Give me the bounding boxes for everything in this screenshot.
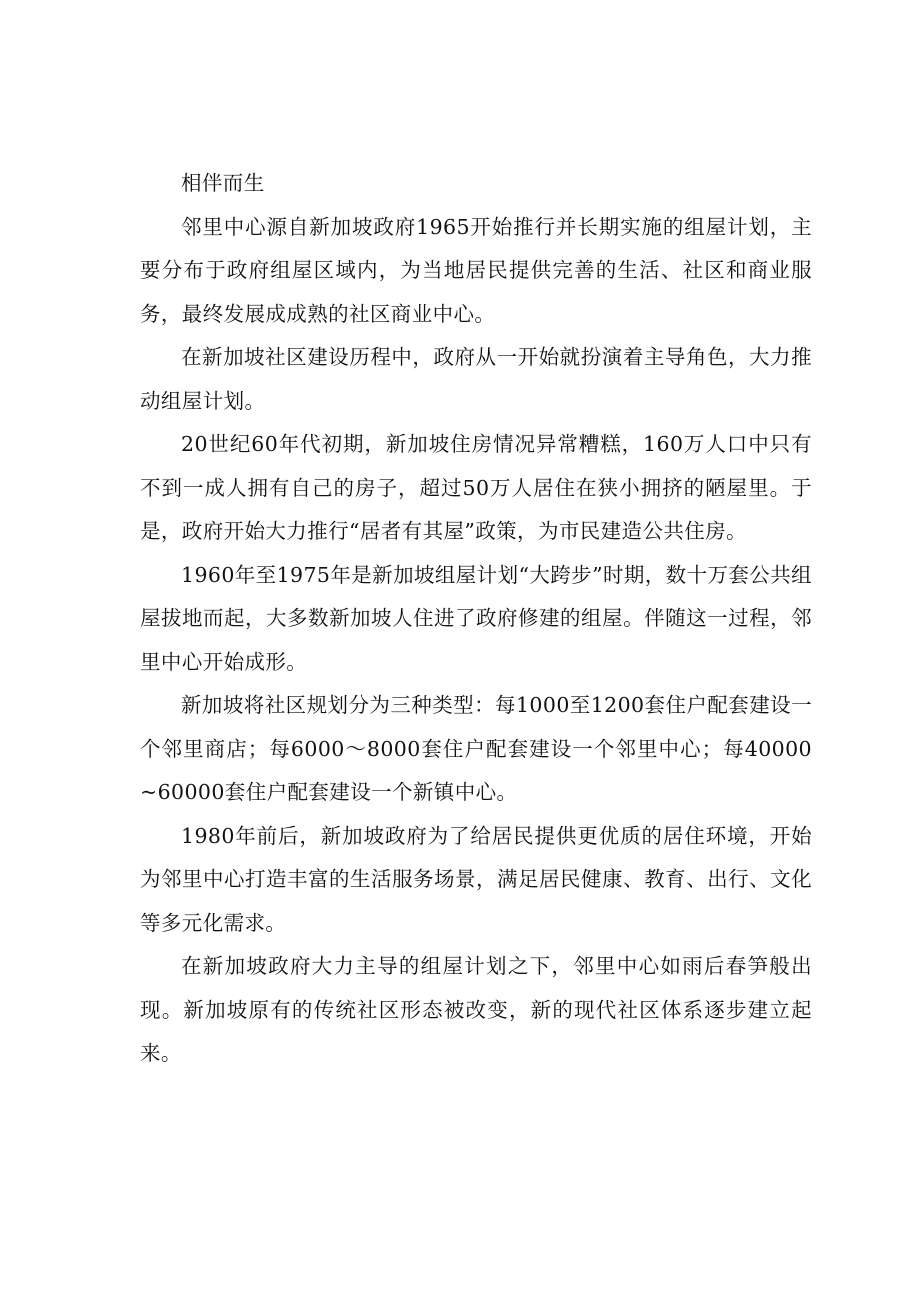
paragraph-4: 1960年至1975年是新加坡组屋计划“大跨步”时期，数十万套公共组屋拔地而起，大多数新加坡人住进了政府修建的组屋。伴随这一过程，邻里中心开始成形。 bbox=[140, 562, 812, 674]
document-body bbox=[140, 162, 812, 1076]
paragraph-1: 邻里中心源自新加坡政府1965开始推行并长期实施的组屋计划，主要分布于政府组屋区域内，为当地居民提供完善的生活、社区和商业服务，最终发展成成熟的社区商业中心。 bbox=[140, 214, 812, 326]
paragraph-5: 新加坡将社区规划分为三种类型：每1000至1200套住户配套建设一个邻里商店；每6000～8000套住户配套建设一个邻里中心；每40000~60000套住户配套建设一个新镇中心。 bbox=[140, 693, 812, 804]
paragraph-7: 在新加坡政府大力主导的组屋计划之下，邻里中心如雨后春笋般出现。新加坡原有的传统社区形态被改变，新的现代社区体系逐步建立起来。 bbox=[140, 954, 812, 1065]
paragraph-3: 20世纪60年代初期，新加坡住房情况异常糟糕，160万人口中只有不到一成人拥有自己的房子，超过50万人居住在狭小拥挤的陋屋里。于是，政府开始大力推行“居者有其屋”政策，为市民建造公共住房。 bbox=[140, 432, 812, 543]
section-heading: 相伴而生 bbox=[181, 171, 265, 195]
paragraph-2: 在新加坡社区建设历程中，政府从一开始就扮演着主导角色，大力推动组屋计划。 bbox=[140, 345, 812, 413]
paragraph-6: 1980年前后，新加坡政府为了给居民提供更优质的居住环境，开始为邻里中心打造丰富的生活服务场景，满足居民健康、教育、出行、文化等多元化需求。 bbox=[140, 823, 812, 935]
